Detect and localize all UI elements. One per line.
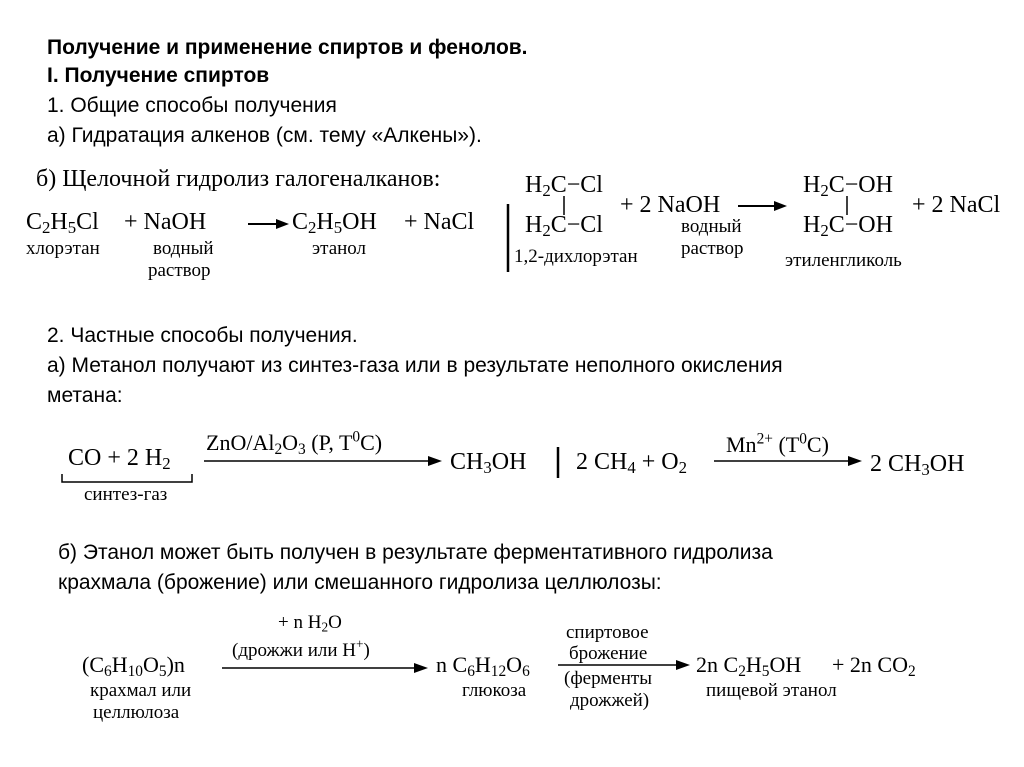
section2-heading: 2. Частные способы получения. (47, 324, 358, 347)
ethanol-product: 2n $C_2H_5OH$ (696, 652, 802, 680)
methanol-product: $CH_3OH$ (450, 449, 527, 478)
fermentation-3: (ферменты (564, 668, 652, 689)
methanol-text-line2: метана: (47, 384, 123, 407)
fermentation-4: дрожжей) (570, 690, 650, 711)
glycol-row1: $H_2C-OH$ (803, 172, 893, 201)
yeast-condition: (дрожжи или H+) (232, 636, 370, 661)
methanol-product-2: 2 $CH_3OH$ (870, 451, 965, 480)
starch-name-1: крахмал или (90, 680, 192, 701)
glucose-formula: n $C_6H_{12}O_6$ (436, 652, 530, 680)
plus-2nacl: + 2 NaCl (912, 192, 1001, 218)
reagent-note-solution: раствор (148, 260, 211, 281)
reagent-note-solution-2: раствор (681, 238, 744, 259)
starch-name-2: целлюлоза (93, 702, 180, 723)
reagent-note-aqueous: водный (153, 238, 214, 259)
methane-oxygen: 2 $CH_4 + O_2$ (576, 449, 687, 478)
syngas-formula: CO + 2 $H_2$ (68, 445, 171, 474)
starch-formula: $(C_6H_{10}O_5)n$ (82, 652, 185, 680)
food-ethanol-name: пищевой этанол (706, 680, 837, 701)
co2-product: + 2n $CO_2$ (832, 652, 916, 680)
ethanol-text-line2: крахмала (брожение) или смешанного гидролиза целлюлозы: (58, 571, 662, 594)
fermentation-2: брожение (569, 643, 648, 664)
section-heading: I. Получение спиртов (47, 64, 270, 87)
fermentation-1: спиртовое (566, 622, 649, 643)
glucose-name: глюкоза (462, 680, 527, 701)
dichloroethane-row1: $H_2C-Cl$ (525, 172, 603, 201)
chloroethane-formula: $C_2H_5Cl$ (26, 209, 99, 238)
glycol-row2: $H_2C-OH$ (803, 212, 893, 241)
methanol-text-line1: а) Метанол получают из синтез-газа или в результате неполного окисления (47, 354, 783, 377)
dichloroethane-name: 1,2-дихлорэтан (514, 246, 638, 267)
plus-2naoh: + 2 NaOH (620, 192, 721, 218)
item-hydration: а) Гидратация алкенов (см. тему «Алкены»). (47, 124, 482, 147)
catalyst-mn: $Mn^{2+}$ $(T^0C)$ (726, 430, 829, 457)
chloroethane-name: хлорэтан (26, 238, 100, 259)
ethanol-formula: $C_2H_5OH$ (292, 209, 377, 238)
plus-nacl: + NaCl (404, 209, 475, 235)
hydrolysis-heading: б) Щелочной гидролиз галогеналканов: (36, 166, 441, 192)
plus-naoh: + NaOH (124, 209, 207, 235)
dichloroethane-row2: $H_2C-Cl$ (525, 212, 603, 241)
subsection-heading: 1. Общие способы получения (47, 94, 337, 117)
ethanol-text-line1: б) Этанол может быть получен в результате ферментативного гидролиза (58, 541, 773, 564)
glycol-name: этиленгликоль (785, 250, 902, 271)
syngas-label: синтез-газ (84, 484, 168, 505)
page-title: Получение и применение спиртов и фенолов. (47, 36, 528, 59)
reagent-note-aqueous-2: водный (681, 216, 742, 237)
ethanol-name: этанол (312, 238, 367, 259)
catalyst-zno: ZnO/$Al_2O_3$ (P, $T^0C$) (206, 428, 383, 458)
water-condition: + n $H_2O$ (278, 612, 342, 635)
